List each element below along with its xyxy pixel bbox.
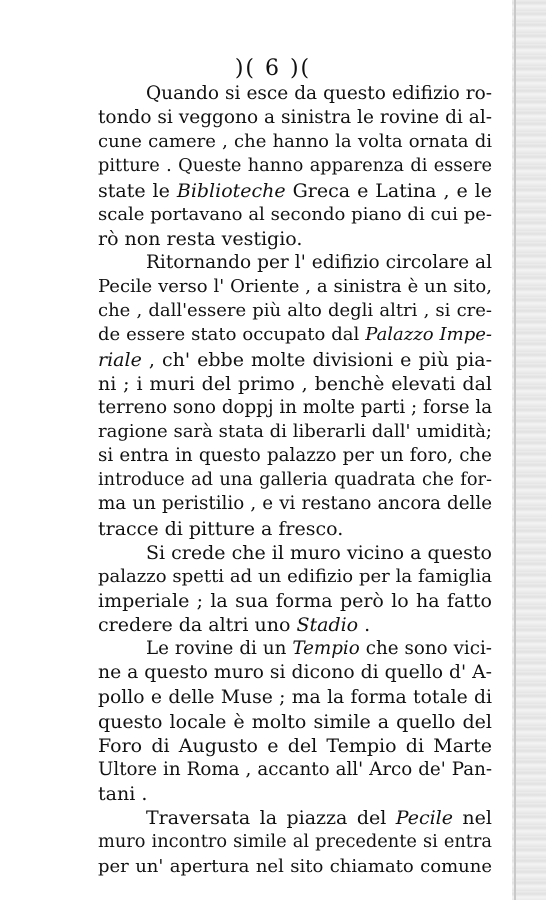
page-number: )( 6 )( <box>234 56 312 81</box>
scan-edge-shadow <box>512 0 546 900</box>
text-line: credere da altri uno Stadio . <box>98 614 371 637</box>
text-line: Si crede che il muro vicino a questo <box>146 541 492 564</box>
text-line: de essere stato occupato dal Palazzo Impe- <box>98 324 492 346</box>
text-line: rò non resta vestigio. <box>98 227 303 250</box>
text-line: state le Biblioteche Greca e Latina , e le <box>98 179 493 202</box>
text-line: palazzo spetti ad un edifizio per la famiglia <box>98 565 492 587</box>
body-text <box>98 82 492 879</box>
text-line: cune camere , che hanno la volta ornata di <box>98 131 492 153</box>
text-line: Ritornando per l' edifizio circolare al <box>146 251 492 273</box>
scan-edge-line <box>514 0 516 900</box>
text-line: questo locale è molto simile a quello del <box>98 710 492 733</box>
text-line: pollo e delle Muse ; ma la forma totale di <box>98 686 492 708</box>
text-line: ragione sarà stata di liberarli dall' umidità; <box>98 420 492 442</box>
text-line: tracce di pitture a fresco. <box>98 517 344 540</box>
text-line: muro incontro simile al precedente si entra <box>98 832 492 853</box>
text-line: Traversata la piazza del Pecile nel <box>146 807 492 830</box>
text-line: si entra in questo palazzo per un foro, che <box>98 445 492 467</box>
text-line: terreno sono doppj in molte parti ; forse la <box>98 396 493 418</box>
text-line: Le rovine di un Tempio che sono vici- <box>146 638 492 660</box>
text-line: scale portavano al secondo piano di cui pe- <box>98 203 492 225</box>
text-line: tondo si veggono a sinistra le rovine di al- <box>98 107 492 129</box>
text-line: imperiale ; la sua forma però lo ha fatto <box>98 589 492 612</box>
text-line: Quando si esce da questo edifizio ro- <box>146 83 492 104</box>
text-line: introduce ad una galleria quadrata che for- <box>98 470 492 491</box>
text-line: che , dall'essere più alto degli altri , si cre- <box>98 300 492 322</box>
text-line: Ultore in Roma , accanto all' Arco de' Pan- <box>98 758 492 780</box>
text-line: pitture . Queste hanno apparenza di essere <box>98 156 492 177</box>
text-line: ma un peristilio , e vi restano ancora delle <box>98 493 492 515</box>
text-line: per un' apertura nel sito chiamato comune <box>98 855 492 877</box>
text-line: ni ; i muri del primo , benchè elevati dal <box>98 372 492 395</box>
text-line: Pecile verso l' Oriente , a sinistra è un sito, <box>98 276 492 298</box>
text-line: Foro di Augusto e del Tempio di Marte <box>98 734 492 757</box>
text-line: ne a questo muro si dicono di quello d' A- <box>98 662 492 684</box>
text-line: riale , ch' ebbe molte divisioni e più pia- <box>98 348 492 371</box>
text-line: tani . <box>98 783 148 806</box>
